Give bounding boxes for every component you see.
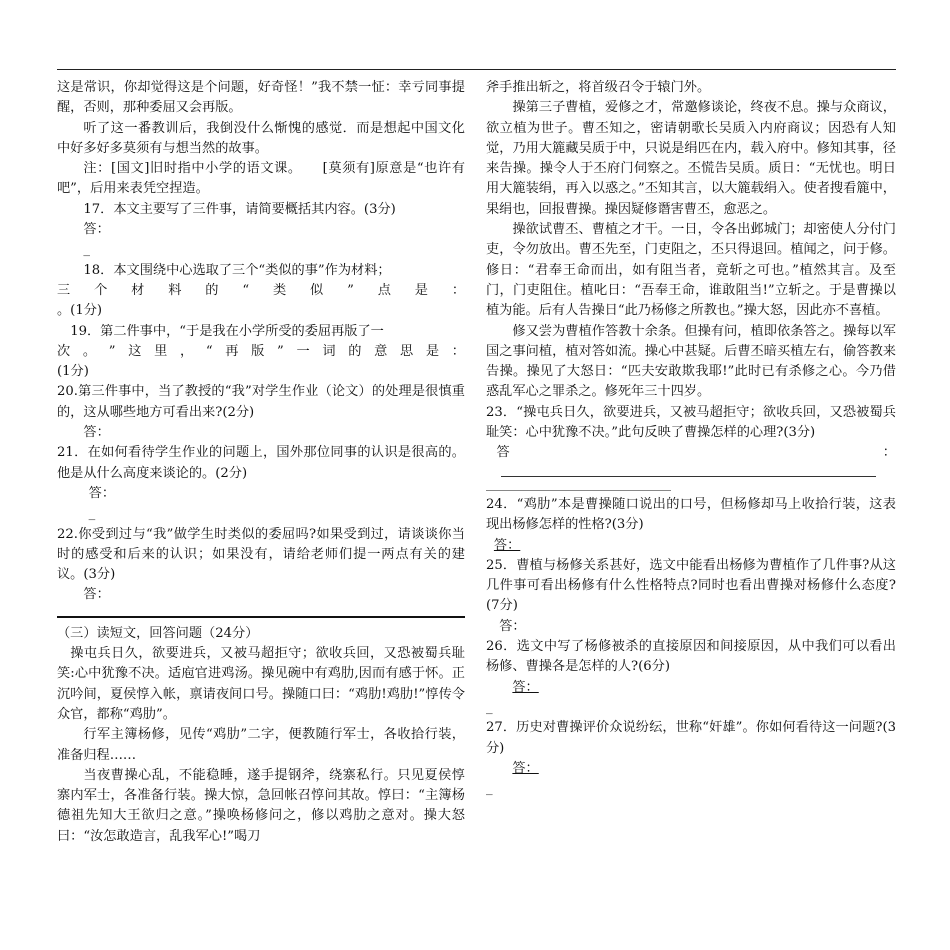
answer-short-rule [486,490,671,491]
answer-label: 答： [496,445,896,461]
section-3-heading: （三）读短文，回答问题（24分） [57,625,259,641]
annotation-note: 注：[国文]旧时指中小学的语文课。 [莫须有]原意是“也许有吧”，后用来表凭空捏造。 [57,161,465,197]
answer-blank: _ [83,242,90,258]
question-18-points: 。(1分) [57,303,103,319]
answer-label: 答： [512,679,539,695]
passage-paragraph: 听了这一番教训后，我倒没什么惭愧的感觉．而是想起中国文化中好多好多莫须有与想当然的故事。 [57,120,465,156]
answer-label: 答： [499,618,526,634]
answer-blank: _ [88,506,96,522]
answer-label: 答： [512,760,539,776]
answer-label: 答： [83,587,110,603]
right-column [486,78,896,799]
story-paragraph: 修又尝为曹植作答教十余条。但操有问，植即依条答之。操每以军国之事问植，植对答如流。操心中甚疑。后曹丕暗买植左右，偷答教来告操。操见了大怒日：“匹夫安敢欺我耶!”此时已有杀修之心。今乃借惑乱军心之罪杀之。修死年三十四岁。 [486,323,896,400]
top-rule [57,69,896,70]
question-19-points: (1分) [57,364,89,380]
answer-row [486,678,896,698]
question-19: 19．第二件事中，“于是我在小学所受的委屈再版了一 [70,323,384,339]
answer-label: 答： [83,222,110,238]
question-17: 17．本文主要写了三件事，请简要概括其内容。(3分) [83,201,396,217]
answer-blank: _ [486,699,493,715]
answer-blank: _ [486,781,493,797]
question-25: 25．曹植与杨修关系甚好，选文中能看出杨修为曹植作了几件事?从这几件事可看出杨修有什么性格特点?同时也看出曹操对杨修什么态度?(7分) [486,557,896,614]
answer-row [486,443,896,484]
question-24: 24．“鸡肋”本是曹操随口说出的口号，但杨修却马上收拾行装，这表现出杨修怎样的性格?(3分) [486,496,896,533]
question-27: 27．历史对曹操评价众说纷纭，世称“奸雄”。你如何看待这一问题?(3分) [486,720,896,756]
story-paragraph: 当夜曹操心乱，不能稳睡，遂手提钢斧，绕寨私行。只见夏侯惇寨内军士，各准备行装。操大惊，急回帐召惇问其故。惇曰：“主簿杨德祖先知大王欲归之意。”操唤杨修问之，修以鸡肋之意对。操大怒曰：“汝怎敢造言，乱我军心!”喝刀 [57,767,465,844]
answer-row [486,759,896,779]
question-19-line: 次 。 ” 这 里 ， “ 再 版 ” 一 词 的 意 思 是 ： [57,343,465,359]
question-18-line: 三 个 材 料 的 “ 类 似 ” 点 是 ： [57,282,465,298]
question-18: 18．本文围绕中心选取了三个“类似的事”作为材料； [83,262,391,278]
question-20: 20.第三件事中，当了教授的“我”对学生作业（论文）的处理是很慎重的，这从哪些地方可看出来?(2分) [57,384,465,420]
story-paragraph: 操欲试曹丕、曹植之才干。一日，令各出邺城门；却密使人分付门吏，令勿放出。曹丕先至，门吏阻之，丕只得退回。植闻之，问于修。修日：“君奉王命而出，如有阻当者，竟斩之可也。”植然其言。及至门，门吏阻住。植叱日：“吾奉王命，谁敢阻当!”立斩之。于是曹操以植为能。后有人告操日“此乃杨修之所教也。”操大怒，因此亦不喜植。 [486,222,896,319]
answer-label: 答： [83,425,110,441]
question-22: 22.你受到过与“我”做学生时类似的委屈吗?如果受到过，请谈谈你当时的感受和后来的认识；如果没有，请给老师们提一两点有关的建议。(3分) [57,526,465,583]
question-23: 23．“操屯兵日久，欲要进兵，又被马超拒守；欲收兵回，又恐被蜀兵耻笑：心中犹豫不决。”此句反映了曹操怎样的心理?(3分) [486,404,896,441]
answer-input-line[interactable] [501,464,876,477]
section-divider [57,616,465,618]
answer-label: 答： [493,537,521,553]
question-21: 21．在如何看待学生作业的问题上，国外那位同事的认识是很高的。他是从什么高度来谈论的。(2分) [57,445,465,481]
story-paragraph: 操屯兵日久，欲要进兵，又被马超拒守；欲收兵回，又恐被蜀兵耻笑:心中犹豫不决。适庖官进鸡汤。操见碗中有鸡肋,因而有感于怀。正沉吟间，夏侯惇入帐，禀请夜间口号。操随口曰：“鸡肋!鸡肋!”惇传令众官，都称“鸡肋”。 [57,646,465,722]
question-26: 26．选文中写了杨修被杀的直接原因和间接原因，从中我们可以看出杨修、曹操各是怎样的人?(6分) [486,639,896,675]
left-column [57,78,465,847]
story-paragraph: 操第三子曹植，爱修之才，常邀修谈论，终夜不息。操与众商议，欲立植为世子。曹丕知之，密请朝歌长吴质入内府商议；因恐有人知觉，乃用大簏藏吴质于中，只说是绢匹在内，载入府中。修知其事，径来告操。操令人于丕府门伺察之。丕慌告吴质。质日：“无忧也。明日用大簏装绢，再入以惑之。”丕知其言，以大簏载绢入。使者搜看簏中，果绢也，回报曹操。操因疑修谮害曹丕，愈恶之。 [486,100,896,217]
passage-paragraph: 这是常识，你却觉得这是个问题，好奇怪！”我不禁一怔：幸亏同事提醒，否则，那种委屈又会再版。 [57,80,465,116]
answer-label: 答： [88,485,116,501]
story-paragraph: 行军主簿杨修，见传“鸡肋”二字，便教随行军士，各收拾行装，准备归程…… [57,727,465,763]
story-paragraph: 斧手推出斩之，将首级召令于辕门外。 [486,80,711,95]
